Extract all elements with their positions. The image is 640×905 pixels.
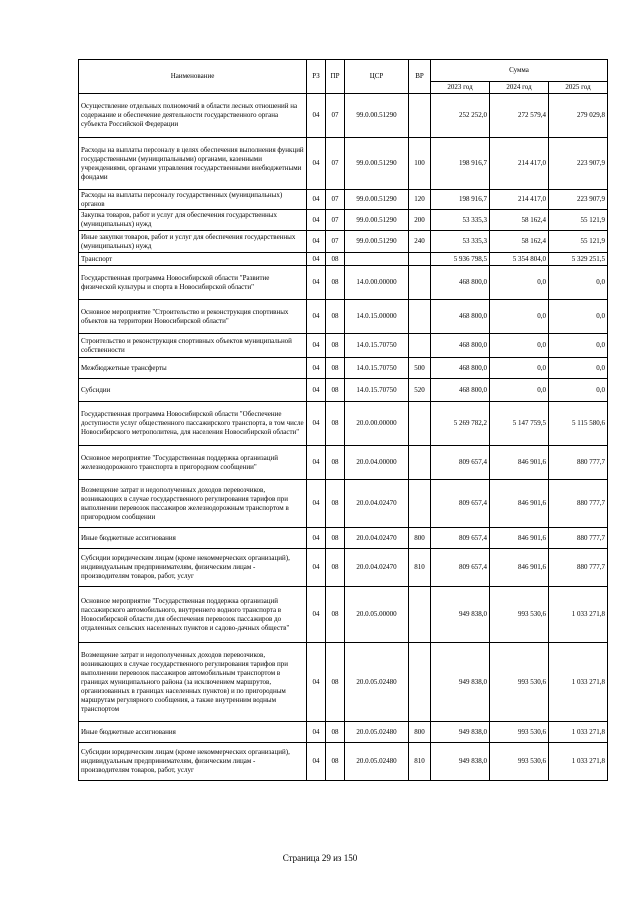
row-value-2025: 880 777,7 [549,480,608,528]
row-value-2024: 5 354 804,0 [490,253,549,266]
table-row [79,94,608,138]
row-value-2024: 0,0 [490,300,549,334]
row-value-2024: 0,0 [490,334,549,358]
row-value-2023: 809 657,4 [431,446,490,480]
row-rz: 04 [307,210,326,231]
row-vr [409,253,431,266]
row-pr: 07 [326,190,345,210]
table-row [79,253,608,266]
row-vr [409,266,431,300]
row-vr: 800 [409,528,431,549]
row-csr: 14.0.15.70750 [345,358,409,379]
row-value-2025: 0,0 [549,358,608,379]
row-pr: 08 [326,643,345,722]
row-pr: 08 [326,480,345,528]
row-pr: 08 [326,253,345,266]
row-vr [409,402,431,446]
table-row [79,138,608,190]
row-value-2024: 846 901,6 [490,480,549,528]
header-2023: 2023 год [431,82,490,94]
row-vr: 810 [409,743,431,781]
row-pr: 08 [326,402,345,446]
row-name: Иные закупки товаров, работ и услуг для обеспечения государственных (муниципальных) нужд [79,231,307,253]
table-row [79,528,608,549]
row-pr: 07 [326,94,345,138]
row-pr: 07 [326,210,345,231]
row-rz: 04 [307,138,326,190]
row-value-2025: 223 907,9 [549,190,608,210]
table-row [79,643,608,722]
row-pr: 08 [326,722,345,743]
table-row [79,266,608,300]
row-value-2025: 880 777,7 [549,549,608,587]
row-value-2023: 949 838,0 [431,643,490,722]
row-name: Иные бюджетные ассигнования [79,528,307,549]
row-pr: 08 [326,528,345,549]
row-value-2023: 468 800,0 [431,379,490,402]
row-value-2025: 1 033 271,8 [549,743,608,781]
row-value-2025: 0,0 [549,334,608,358]
row-vr: 500 [409,358,431,379]
row-value-2024: 846 901,6 [490,528,549,549]
row-pr: 08 [326,358,345,379]
row-pr: 08 [326,334,345,358]
row-value-2025: 0,0 [549,300,608,334]
row-rz: 04 [307,94,326,138]
row-value-2024: 846 901,6 [490,549,549,587]
row-vr [409,480,431,528]
row-name: Межбюджетные трансферты [79,358,307,379]
row-csr: 99.0.00.51290 [345,231,409,253]
table-row [79,334,608,358]
row-csr: 99.0.00.51290 [345,190,409,210]
row-csr: 20.0.05.02480 [345,643,409,722]
table-row [79,446,608,480]
header-csr: ЦСР [345,60,409,94]
row-pr: 07 [326,231,345,253]
row-rz: 04 [307,300,326,334]
row-value-2023: 252 252,0 [431,94,490,138]
row-pr: 08 [326,446,345,480]
row-value-2025: 5 329 251,5 [549,253,608,266]
table-row [79,300,608,334]
row-name: Государственная программа Новосибирской области "Развитие физической культуры и спорта в Новосибирской области" [79,266,307,300]
row-pr: 08 [326,549,345,587]
row-csr [345,253,409,266]
row-value-2024: 993 530,6 [490,587,549,643]
table-row [79,358,608,379]
row-name: Субсидии юридическим лицам (кроме некоммерческих организаций), индивидуальным предпринимателям, физическим лицам - производителям товаров, работ, услуг [79,743,307,781]
row-value-2025: 0,0 [549,266,608,300]
row-name: Субсидии юридическим лицам (кроме некоммерческих организаций), индивидуальным предпринимателям, физическим лицам - производителям товаров, работ, услуг [79,549,307,587]
row-name: Транспорт [79,253,307,266]
row-rz: 04 [307,253,326,266]
header-vr: ВР [409,60,431,94]
row-name: Основное мероприятие "Государственная поддержка организаций пассажирского автомобильного, внутреннего водного транспорта в Новосибирской области для обеспечения перевозок пассажиров до отдаленных сельских населенных пунктов и садово-дачных обществ" [79,587,307,643]
budget-table [78,59,608,781]
header-sums: Сумма [431,60,608,82]
row-vr [409,94,431,138]
row-value-2023: 198 916,7 [431,190,490,210]
header-2024: 2024 год [490,82,549,94]
row-vr: 120 [409,190,431,210]
row-value-2024: 993 530,6 [490,743,549,781]
row-vr: 800 [409,722,431,743]
row-name: Строительство и реконструкция спортивных объектов муниципальной собственности [79,334,307,358]
row-value-2023: 468 800,0 [431,358,490,379]
row-value-2023: 809 657,4 [431,480,490,528]
row-value-2023: 53 335,3 [431,231,490,253]
row-name: Осуществление отдельных полномочий в области лесных отношений на содержание и обеспечение деятельности государственного органа субъекта Российской Федерации [79,94,307,138]
row-rz: 04 [307,231,326,253]
row-vr [409,587,431,643]
table-row [79,480,608,528]
table-row [79,402,608,446]
table-row [79,587,608,643]
row-value-2025: 880 777,7 [549,528,608,549]
row-value-2023: 468 800,0 [431,334,490,358]
row-rz: 04 [307,446,326,480]
header-row [79,60,608,82]
row-name: Субсидии [79,379,307,402]
row-csr: 20.0.05.02480 [345,722,409,743]
table-row [79,743,608,781]
row-pr: 08 [326,379,345,402]
row-value-2023: 949 838,0 [431,587,490,643]
row-value-2025: 1 033 271,8 [549,722,608,743]
row-vr [409,334,431,358]
row-pr: 08 [326,300,345,334]
row-pr: 08 [326,266,345,300]
row-value-2024: 993 530,6 [490,643,549,722]
row-csr: 20.0.05.02480 [345,743,409,781]
row-pr: 08 [326,743,345,781]
row-pr: 08 [326,587,345,643]
row-pr: 07 [326,138,345,190]
table-row [79,231,608,253]
row-value-2025: 880 777,7 [549,446,608,480]
row-csr: 20.0.04.02470 [345,480,409,528]
table-row [79,210,608,231]
row-value-2024: 0,0 [490,266,549,300]
table-row [79,549,608,587]
row-value-2024: 0,0 [490,379,549,402]
row-value-2025: 279 029,8 [549,94,608,138]
row-value-2023: 949 838,0 [431,722,490,743]
row-rz: 04 [307,743,326,781]
header-2025: 2025 год [549,82,608,94]
row-value-2023: 468 800,0 [431,266,490,300]
row-value-2024: 214 417,0 [490,138,549,190]
row-csr: 20.0.04.02470 [345,549,409,587]
row-csr: 99.0.00.51290 [345,210,409,231]
row-value-2024: 5 147 759,5 [490,402,549,446]
row-value-2023: 53 335,3 [431,210,490,231]
row-value-2023: 5 936 798,5 [431,253,490,266]
row-value-2024: 846 901,6 [490,446,549,480]
row-rz: 04 [307,549,326,587]
row-value-2024: 58 162,4 [490,231,549,253]
row-value-2025: 55 121,9 [549,231,608,253]
row-rz: 04 [307,402,326,446]
row-vr: 200 [409,210,431,231]
row-name: Закупка товаров, работ и услуг для обеспечения государственных (муниципальных) нужд [79,210,307,231]
table-row [79,379,608,402]
header-rz: РЗ [307,60,326,94]
page-number: Страница 29 из 150 [282,853,358,863]
row-csr: 20.0.00.00000 [345,402,409,446]
row-vr: 100 [409,138,431,190]
row-vr [409,300,431,334]
row-value-2025: 5 115 580,6 [549,402,608,446]
row-name: Государственная программа Новосибирской области "Обеспечение доступности услуг общественного пассажирского транспорта, в том числе Новосибирского метрополитена, для населения Новосибирской области" [79,402,307,446]
row-csr: 20.0.04.00000 [345,446,409,480]
table-row [79,722,608,743]
row-rz: 04 [307,379,326,402]
table-row [79,190,608,210]
row-rz: 04 [307,528,326,549]
row-csr: 20.0.05.00000 [345,587,409,643]
row-value-2024: 993 530,6 [490,722,549,743]
row-name: Основное мероприятие "Государственная поддержка организаций железнодорожного транспорта в пригородном сообщении" [79,446,307,480]
row-rz: 04 [307,358,326,379]
row-csr: 20.0.04.02470 [345,528,409,549]
row-csr: 14.0.15.70750 [345,334,409,358]
row-value-2023: 198 916,7 [431,138,490,190]
row-name: Расходы на выплаты персоналу государственных (муниципальных) органов [79,190,307,210]
row-csr: 99.0.00.51290 [345,94,409,138]
row-value-2025: 55 121,9 [549,210,608,231]
row-csr: 99.0.00.51290 [345,138,409,190]
row-name: Возмещение затрат и недополученных доходов перевозчиков, возникающих в случае государственного регулирования тарифов при выполнении перевозок пассажиров железнодорожным транспортом в пригородном сообщении [79,480,307,528]
row-value-2025: 223 907,9 [549,138,608,190]
row-name: Расходы на выплаты персоналу в целях обеспечения выполнения функций государственными (муниципальными) органами, казенными учреждениями, органами управления государственными внебюджетными фондами [79,138,307,190]
row-value-2025: 1 033 271,8 [549,643,608,722]
row-value-2023: 949 838,0 [431,743,490,781]
row-vr [409,643,431,722]
row-value-2024: 0,0 [490,358,549,379]
row-vr: 520 [409,379,431,402]
row-rz: 04 [307,190,326,210]
row-value-2023: 809 657,4 [431,549,490,587]
row-rz: 04 [307,722,326,743]
row-rz: 04 [307,643,326,722]
row-rz: 04 [307,587,326,643]
header-pr: ПР [326,60,345,94]
row-value-2024: 58 162,4 [490,210,549,231]
row-value-2023: 809 657,4 [431,528,490,549]
header-name: Наименование [79,60,307,94]
row-csr: 14.0.15.70750 [345,379,409,402]
row-vr: 240 [409,231,431,253]
row-value-2024: 272 579,4 [490,94,549,138]
row-value-2023: 468 800,0 [431,300,490,334]
row-name: Возмещение затрат и недополученных доходов перевозчиков, возникающих в случае государственного регулирования тарифов при выполнении перевозок пассажиров автомобильным транспортом в границах муниципального района (за исключением маршрутов, организованных в границах населенных пунктов) и по пригородным маршрутам регулярного сообщения, а также внутренним водным транспортом [79,643,307,722]
row-value-2023: 5 269 782,2 [431,402,490,446]
row-csr: 14.0.00.00000 [345,266,409,300]
row-value-2025: 1 033 271,8 [549,587,608,643]
row-name: Основное мероприятие "Строительство и реконструкция спортивных объектов на территории Новосибирской области" [79,300,307,334]
row-rz: 04 [307,480,326,528]
row-vr: 810 [409,549,431,587]
row-rz: 04 [307,266,326,300]
row-value-2025: 0,0 [549,379,608,402]
row-rz: 04 [307,334,326,358]
row-name: Иные бюджетные ассигнования [79,722,307,743]
row-csr: 14.0.15.00000 [345,300,409,334]
row-value-2024: 214 417,0 [490,190,549,210]
row-vr [409,446,431,480]
